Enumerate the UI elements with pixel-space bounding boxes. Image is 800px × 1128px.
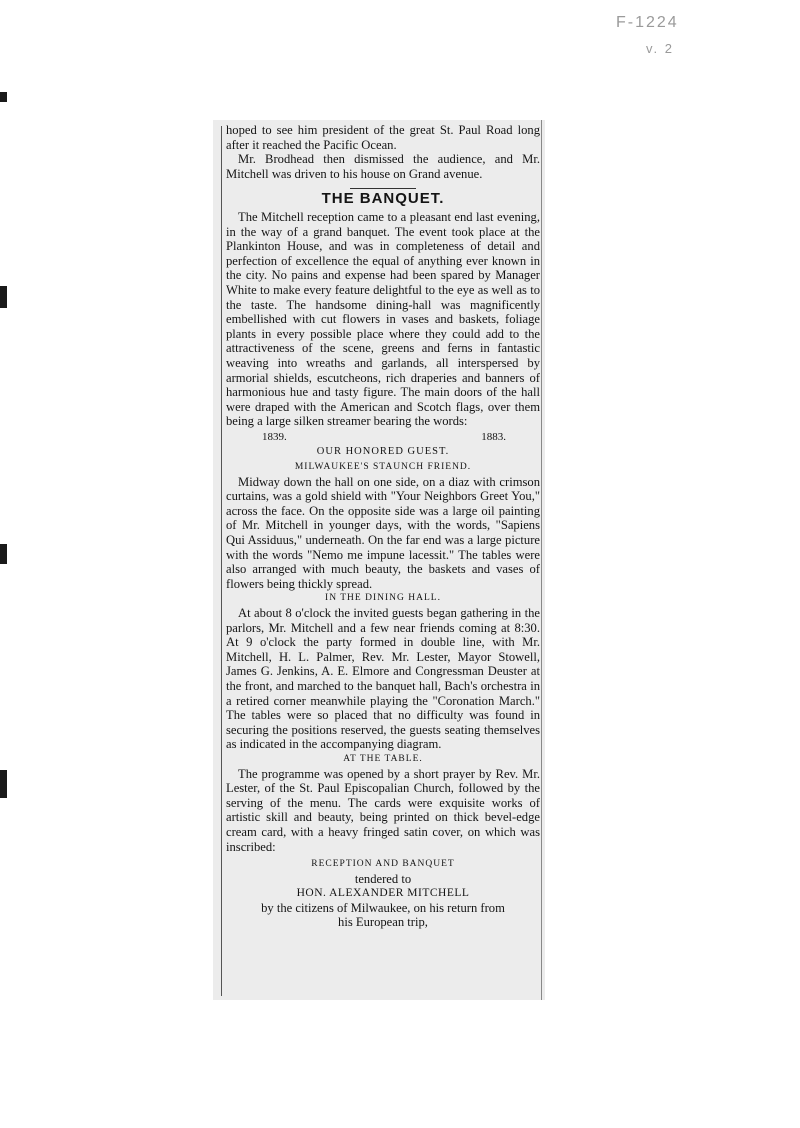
- article-column: [226, 123, 540, 930]
- volume-mark: v. 2: [646, 41, 674, 56]
- binding-mark: [0, 92, 7, 102]
- newspaper-clipping: [213, 120, 545, 1000]
- hall-paragraph: Midway down the hall on one side, on a diaz with crimson curtains, was a gold shield with "Your Neighbors Greet You," across the face. On the opposite side was a large oil painting of Mr. Mitchell in younger days, with the words, "Sapiens Qui Assiduus," underneath. On the far end was a large picture with the words "Nemo me impune lacessit." The tables were also arranged with much beauty, the baskets and vases of flowers being thickly spread.: [226, 474, 540, 591]
- column-rule-right: [541, 120, 542, 1000]
- streamer-year-start: 1839.: [262, 430, 287, 443]
- subhead-at-table: AT THE TABLE.: [343, 753, 423, 764]
- section-divider: [350, 188, 416, 189]
- card-line-3: HON. ALEXANDER MITCHELL: [296, 887, 470, 900]
- subhead-dining-hall: IN THE DINING HALL.: [325, 593, 441, 604]
- banquet-paragraph: The Mitchell reception came to a pleasant end last evening, in the way of a grand banquet. The event took place at the Plankinton House, and was in completeness of detail and perfection of excellence the equal of anything ever known in the city. No pains and expense had been spared by Manager White to make every feature delightful to the eye as well as to the taste. The handsome dining-hall was magnificently embellished with cut flowers in vases and baskets, foliage plants in every possible place where they could add to the attractiveness of the scene, greens and ferns in fantastic weaving into wreaths and garlands, all interspersed by armorial shields, escutcheons, rich draperies and banners of harmonious hue and tasty figure. The main doors of the hall were draped with the American and Scotch flags, over them being a large silken streamer bearing the words:: [226, 209, 540, 429]
- streamer-line-1: OUR HONORED GUEST.: [316, 446, 450, 458]
- intro-paragraph: hoped to see him president of the great St. Paul Road long after it reached the Pacific Ocean.: [226, 123, 540, 152]
- card-line-2: tendered to: [354, 871, 412, 886]
- streamer-line-2: MILWAUKEE'S STAUNCH FRIEND.: [294, 462, 472, 473]
- table-paragraph: The programme was opened by a short prayer by Rev. Mr. Lester, of the St. Paul Episcopalian Church, followed by the serving of the menu. The cards were exquisite works of artistic skill and beauty, being printed on thick bevel-edge cream card, with a heavy fringed satin cover, on which was inscribed:: [226, 766, 540, 854]
- archive-page-mark: [616, 10, 679, 62]
- headline: THE BANQUET.: [321, 190, 445, 208]
- binding-mark: [0, 544, 7, 564]
- streamer-year-end: 1883.: [481, 430, 506, 443]
- intro-paragraph: Mr. Brodhead then dismissed the audience, and Mr. Mitchell was driven to his house on Grand avenue.: [226, 152, 540, 181]
- dining-paragraph: At about 8 o'clock the invited guests began gathering in the parlors, Mr. Mitchell and a few near friends coming at 8:30. At 9 o'clock the party formed in double line, with Mr. Mitchell, H. L. Palmer, Rev. Mr. Lester, Mayor Stowell, James G. Jenkins, A. E. Elmore and Congressman Deuster at the front, and marched to the banquet hall, Bach's orchestra in a retired corner meanwhile playing the "Coronation March." The tables were so placed that no difficulty was found in securing the positions reserved, the guests seating themselves as indicated in the accompanying diagram.: [226, 606, 540, 752]
- archive-id-mark: F-1224: [616, 14, 679, 31]
- card-line-1: RECEPTION AND BANQUET: [311, 859, 455, 870]
- column-rule-left: [221, 126, 222, 996]
- card-line-5: his European trip,: [338, 915, 428, 930]
- binding-mark: [0, 286, 7, 308]
- streamer-years: [226, 430, 540, 445]
- card-line-4: by the citizens of Milwaukee, on his return from: [261, 900, 505, 915]
- binding-mark: [0, 770, 7, 798]
